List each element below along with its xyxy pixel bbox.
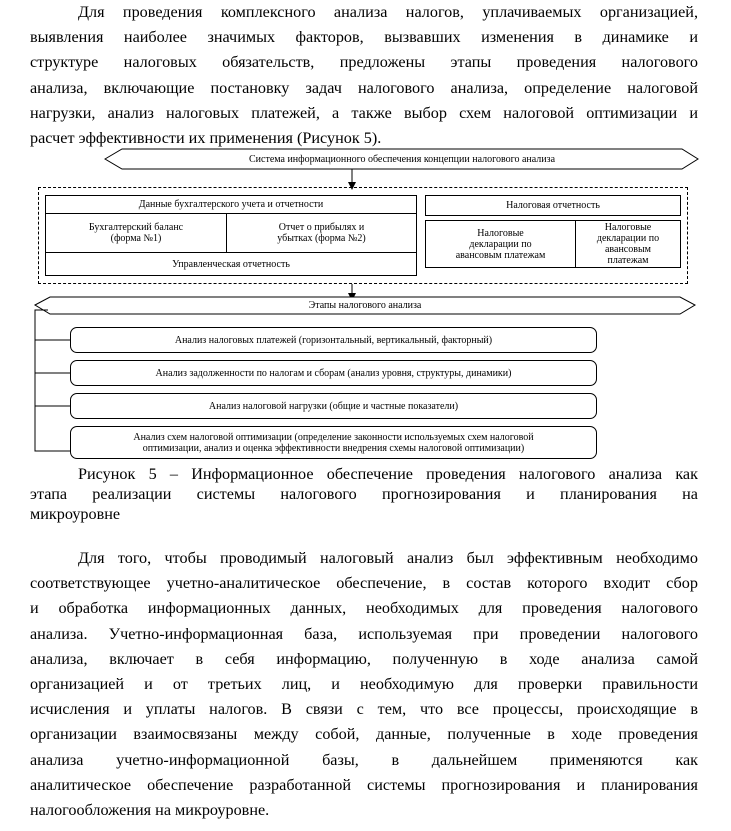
text-line: соответствующее учетно-аналитическое обеспечение, в состав которого входит сбор bbox=[30, 574, 698, 593]
top-banner-text: Система информационного обеспечения концепции налогового анализа bbox=[248, 154, 556, 165]
caption-line: этапа реализации системы налогового прогнозирования и планирования на bbox=[30, 485, 698, 503]
decl-line: декларации по bbox=[469, 238, 532, 250]
decl-line: платежам bbox=[607, 255, 649, 266]
decl-line: декларации по bbox=[596, 233, 660, 244]
figure-caption bbox=[30, 464, 698, 524]
stage-box-1: Анализ налоговых платежей (горизонтальный, вертикальный, факторный) bbox=[70, 327, 597, 353]
profit-line: убытках (форма №2) bbox=[277, 233, 366, 244]
text-line: анализа учетно-информационной базы, в дальнейшем применяются как bbox=[30, 750, 698, 769]
tax-declaration-box-1 bbox=[425, 220, 576, 268]
text-line: анализа, включает в себя информацию, полученную в ходе анализа самой bbox=[30, 649, 698, 668]
stage-box-4 bbox=[70, 426, 597, 459]
text-line: исчисления и уплаты налогов. В связи с тем, что все процессы, происходящие в bbox=[30, 700, 698, 719]
text-line: анализа, включающие постановку задач налогового анализа, определение налоговой bbox=[30, 78, 698, 97]
decl-line: авансовым платежам bbox=[455, 249, 546, 261]
bracket-line bbox=[35, 310, 70, 451]
text-line: организацией и от третьих лиц, и необходимую для проверки правильности bbox=[30, 675, 698, 694]
profit-line: Отчет о прибылях и bbox=[278, 222, 365, 233]
figure-diagram bbox=[0, 140, 731, 470]
decl-line: Налоговые bbox=[477, 227, 524, 239]
balance-line: Бухгалтерский баланс bbox=[88, 222, 184, 233]
profit-report-box bbox=[226, 213, 417, 253]
decl-line: авансовым bbox=[604, 244, 652, 255]
decl-line: Налоговые bbox=[604, 222, 652, 233]
tax-declaration-box-2 bbox=[575, 220, 681, 268]
stage4-line: оптимизации, анализ и оценка эффективности внедрения схемы налоговой оптимизации) bbox=[142, 442, 525, 454]
text-line: аналитическое обеспечение разработанной системы прогнозирования и планирования bbox=[30, 775, 698, 794]
tax-reporting-header: Налоговая отчетность bbox=[425, 195, 681, 216]
stage4-line: Анализ схем налоговой оптимизации (определение законности используемых схем налоговой bbox=[133, 431, 534, 443]
text-line: расчет эффективности их применения (Рисунок 5). bbox=[30, 129, 382, 148]
text-line: Для проведения комплексного анализа налогов, уплачиваемых организацией, bbox=[78, 3, 698, 21]
balance-line: (форма №1) bbox=[110, 233, 162, 244]
text-line: и обработка информационных данных, необходимых для проведения налогового bbox=[30, 599, 698, 618]
management-reporting-box: Управленческая отчетность bbox=[45, 252, 417, 276]
text-line: Для того, чтобы проводимый налоговый анализ был эффективным необходимо bbox=[78, 549, 698, 567]
intro-paragraph bbox=[30, 0, 698, 151]
balance-sheet-box bbox=[45, 213, 227, 253]
caption-line: микроуровне bbox=[30, 505, 121, 523]
accounting-header: Данные бухгалтерского учета и отчетности bbox=[45, 195, 417, 213]
text-line: нагрузки, анализ налоговых платежей, а также выбор схем налоговой оптимизации и bbox=[30, 103, 698, 122]
stage-box-3: Анализ налоговой нагрузки (общие и частные показатели) bbox=[70, 393, 597, 419]
caption-line: Рисунок 5 – Информационное обеспечение проведения налогового анализа как bbox=[78, 465, 698, 483]
text-line: структуре налоговых обязательств, предложены этапы проведения налогового bbox=[30, 53, 698, 72]
text-line: анализа. Учетно-информационная база, используемая при проведении налогового bbox=[30, 624, 698, 643]
text-line: налогообложения на микроуровне. bbox=[30, 801, 270, 820]
stages-banner-text: Этапы налогового анализа bbox=[308, 300, 422, 311]
stage-box-2: Анализ задолженности по налогам и сборам (анализ уровня, структуры, динамики) bbox=[70, 360, 597, 386]
text-line: организации взаимосвязаны между собой, данные, полученные в ходе проведения bbox=[30, 725, 698, 744]
text-line: выявления наиболее значимых факторов, вызвавших изменения в динамике и bbox=[30, 28, 698, 47]
body-paragraph bbox=[30, 546, 698, 823]
